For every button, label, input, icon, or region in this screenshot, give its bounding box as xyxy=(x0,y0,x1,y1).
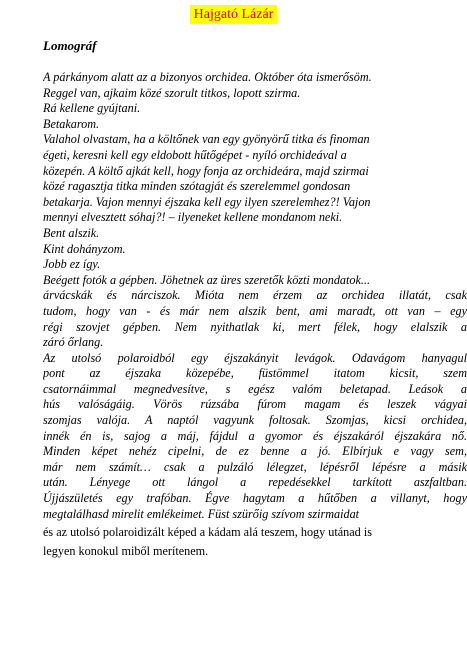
text-line: közepén. A költő ajkát kell, hogy fonja az orchideára, majd szirmai xyxy=(43,163,369,178)
text-line: közé ragasztja titka minden szótagját és szerelemmel gondosan xyxy=(43,179,351,194)
text-line: szomjas valója. A naptól vagyunk foltosak. Szomjas, kicsi orchidea, xyxy=(43,413,467,428)
text-line: mennyi elvesztett sóhaj?! – ilyeneket kellene mondanom neki. xyxy=(43,210,343,225)
text-line: már nem számít… csak a pulzáló lélegzet, lépésről lépésre a másik xyxy=(43,459,467,474)
text-line: és az utolsó polaroidizált képed a kádam alá teszem, hogy utánad is xyxy=(43,525,372,540)
text-line: A párkányom alatt az a bizonyos orchidea. Október óta ismerősöm. xyxy=(43,70,372,84)
text-line: Újjászületés egy trafóban. Égve hagytam a hűtőben a villanyt, hogy xyxy=(43,491,467,506)
author-header xyxy=(0,5,467,24)
text-line: árvácskák és nárciszok. Mióta nem érzem az orchidea illatát, csak xyxy=(43,288,467,303)
text-line: csatornáimmal megnedvesítve, s egész valóm beletapad. Leások a xyxy=(43,381,467,396)
text-line: innék én is, sajog a máj, fájdul a gyomor és éjszakáról éjszakára nő. xyxy=(43,428,467,443)
text-line: betakarja. Vajon mennyi éjszaka kell egy ilyen szerelemhez?! Vajon xyxy=(43,194,371,209)
text-line: Jobb ez így. xyxy=(43,257,101,272)
text-line: égeti, keresni kell egy eldobott hűtőgépet - nyíló orchideával a xyxy=(43,147,347,162)
text-line: záró őrlang. xyxy=(43,335,104,350)
text-line: hús valóságáig. Vörös rúzsába fúrom magam és leszek vágyai xyxy=(43,397,467,412)
text-line: Betakarom. xyxy=(43,116,100,131)
text-line: Minden képet nehéz cipelni, de ez benne a jó. Elbírjuk e vagy sem, xyxy=(43,444,467,459)
text-line: megtalálhasd mirelit emlékeimet. Füst szürőig szívom szirmaidat xyxy=(43,506,360,521)
text-line: legyen konokul miből merítenem. xyxy=(43,543,209,558)
text-line: pont az éjszaka közepébe, füstömmel itatom kicsit, szem xyxy=(43,366,467,381)
text-line: tudom, hogy van - és már nem alszik bent, ami maradt, ott van – egy xyxy=(43,303,467,318)
text-line: régi szovjet gépben. Nem nyithatlak ki, mert félek, hogy elalszik a xyxy=(43,319,467,334)
text-line: Reggel van, ajkaim közé szorult titkos, lopott szirma. xyxy=(43,85,301,100)
author-name: Hajgató Lázár xyxy=(190,5,278,24)
text-line: Rá kellene gyújtani. xyxy=(43,101,141,116)
text-line: után. Lényege ott lángol a repedésekkel tarkított aszfaltban. xyxy=(43,475,467,490)
poem-body xyxy=(43,70,467,559)
poem-title: Lomográf xyxy=(43,38,97,53)
text-line: Kint dohányzom. xyxy=(43,241,126,256)
text-line: Bent alszik. xyxy=(43,225,100,240)
text-line: Valahol olvastam, ha a költőnek van egy gyönyörű titka és finoman xyxy=(43,132,370,147)
text-line: Az utolsó polaroidból egy éjszakányit levágok. Odavágom hanyagul xyxy=(43,350,467,365)
text-line: Beégett fotók a gépben. Jöhetnek az üres szeretők közti mondatok... xyxy=(43,272,371,287)
